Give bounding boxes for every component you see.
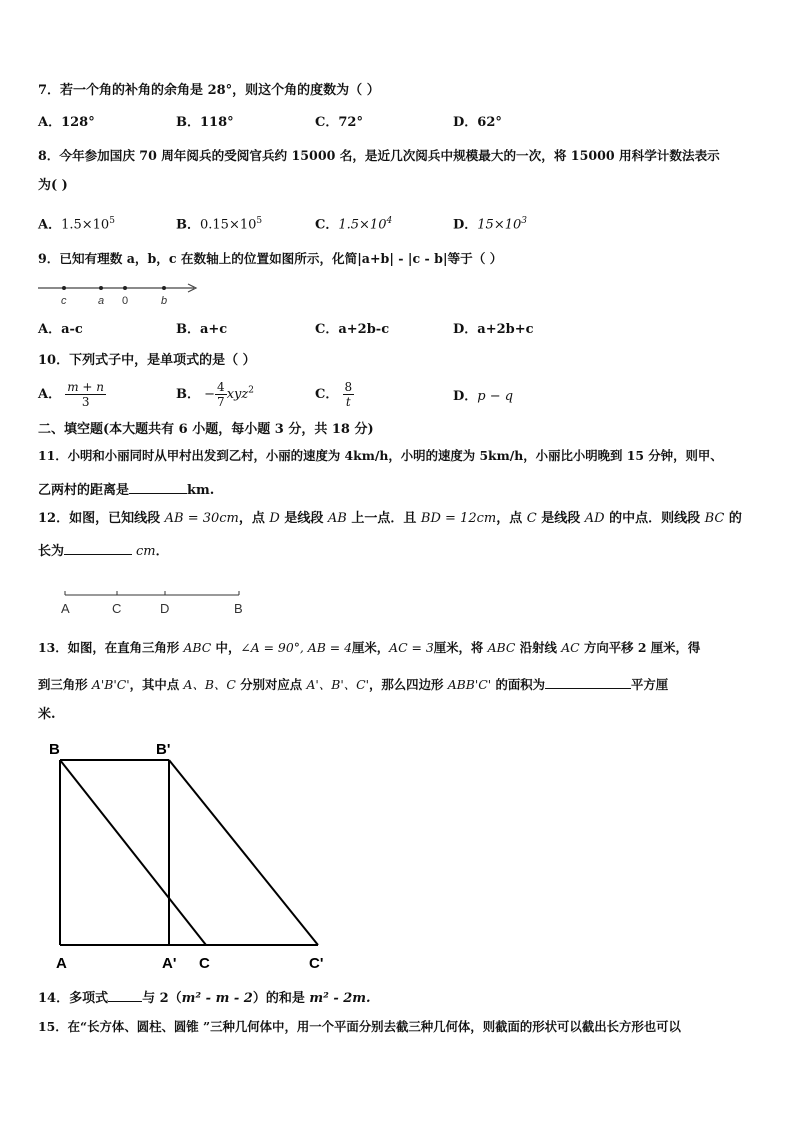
denominator: t xyxy=(345,395,351,409)
q12-segment-figure xyxy=(56,585,256,621)
q12-line1 xyxy=(38,510,742,528)
text: 的 xyxy=(724,511,742,526)
math: A、B、C xyxy=(183,677,236,692)
option-letter: A． xyxy=(38,217,62,233)
math: AB xyxy=(327,511,347,526)
label-c: c xyxy=(61,295,67,307)
q8-option-c xyxy=(315,212,392,234)
label-d: D xyxy=(160,601,170,616)
math: A'、B'、C' xyxy=(306,677,370,692)
option-letter: B． xyxy=(176,217,200,233)
label-c-prime: C' xyxy=(309,955,324,972)
q11-line2 xyxy=(38,479,214,500)
unit: cm xyxy=(136,544,156,559)
math: BC xyxy=(704,511,725,526)
text: 是线段 xyxy=(536,511,585,526)
q9-option-c: C．a+2b-c xyxy=(315,322,390,337)
option-exponent: 2 xyxy=(248,385,254,396)
math: ABC xyxy=(183,640,212,655)
text: 13．如图，在直角三角形 xyxy=(38,640,184,655)
option-value: 1.5×10 xyxy=(61,217,110,233)
label-c: C xyxy=(112,601,122,616)
option-exponent: 5 xyxy=(256,216,263,226)
math: BD = 12cm xyxy=(420,511,497,526)
q13-translation-figure xyxy=(40,735,340,975)
text: 中， xyxy=(211,640,241,655)
text: 分别对应点 xyxy=(235,677,307,692)
text: 平方厘 xyxy=(631,677,669,692)
option-value: 1.5×10 xyxy=(338,217,387,233)
answer-blank[interactable] xyxy=(545,674,631,689)
option-exponent: 5 xyxy=(109,216,115,226)
q11-line2-text: 乙两村的距离是 xyxy=(38,483,130,498)
text: 是线段 xyxy=(279,511,328,526)
q8-option-d xyxy=(453,212,527,234)
label-c: C xyxy=(199,955,210,972)
option-exponent: 4 xyxy=(386,216,393,226)
text: ）的和是 xyxy=(252,991,310,1006)
label-zero: 0 xyxy=(122,295,129,307)
label-b: b xyxy=(161,295,168,307)
text: ，其中点 xyxy=(129,677,184,692)
math: m² - m - 2 xyxy=(181,991,253,1006)
math: C xyxy=(526,511,537,526)
q13-line2 xyxy=(38,674,668,694)
option-letter: D． xyxy=(453,217,478,233)
q7-option-b: B．118° xyxy=(176,115,234,130)
edge-b-prime-c-prime xyxy=(169,760,318,945)
label-a: A xyxy=(61,601,70,616)
option-letter: B． xyxy=(176,387,200,402)
option-letter: C． xyxy=(315,387,339,402)
q7-option-a: A．128° xyxy=(38,115,95,130)
option-value: 15×10 xyxy=(477,217,522,233)
text: 方向平移 2 厘米，得 xyxy=(579,640,701,655)
q9-number-line xyxy=(36,280,206,308)
q7-stem: 7．若一个角的补角的余角是 28°，则这个角的度数为（ ） xyxy=(38,83,380,98)
numerator: m + n xyxy=(67,380,105,394)
math: m² - 2m. xyxy=(309,991,371,1006)
q7-option-c: C．72° xyxy=(315,115,363,130)
q14-line xyxy=(38,987,371,1008)
text: 厘米，将 xyxy=(433,640,488,655)
variable-part: xyz xyxy=(226,387,249,402)
label-b: B xyxy=(49,741,60,758)
q9-option-d: D．a+2b+c xyxy=(453,322,534,337)
q10-option-c xyxy=(315,380,354,409)
math: ABB'C' xyxy=(447,677,492,692)
text: 14．多项式 xyxy=(38,991,109,1006)
label-a-prime: A' xyxy=(162,955,177,972)
denominator: 3 xyxy=(81,395,90,409)
q11-line1: 11．小明和小丽同时从甲村出发到乙村，小丽的速度为 4km/h，小明的速度为 5km/h，小丽比小明晚到 15 分钟，则甲、 xyxy=(38,448,723,463)
text: 的面积为 xyxy=(491,677,546,692)
math: AD xyxy=(584,511,605,526)
text: ，点 xyxy=(496,511,527,526)
point-zero xyxy=(123,286,127,290)
q10-stem: 10．下列式子中，是单项式的是（ ） xyxy=(38,353,256,368)
q10-option-d xyxy=(453,388,513,406)
q8-stem-line1: 8．今年参加国庆 70 周年阅兵的受阅官兵约 15000 名，是近几次阅兵中规模最大的一次，将 15000 用科学计数法表示 xyxy=(38,148,720,163)
label-b-prime: B' xyxy=(156,741,171,758)
edge-bc xyxy=(60,760,206,945)
q8-option-a xyxy=(38,212,115,234)
text: 上一点．且 xyxy=(346,511,421,526)
math: D xyxy=(269,511,280,526)
text: 长为 xyxy=(38,544,65,559)
math: AC = 3 xyxy=(389,640,434,655)
option-exponent: 3 xyxy=(521,216,527,226)
answer-blank[interactable] xyxy=(129,479,187,494)
option-expression: p − q xyxy=(477,389,514,404)
q13-line1 xyxy=(38,639,700,657)
math: AC xyxy=(561,640,580,655)
text: 的中点．则线段 xyxy=(604,511,705,526)
math: A'B'C' xyxy=(91,677,130,692)
q11-unit: km. xyxy=(187,483,215,498)
option-value: 0.15×10 xyxy=(200,217,257,233)
math: ∠A = 90°, AB = 4 xyxy=(240,640,352,655)
section-heading-fill-in: 二、填空题(本大题共有 6 小题，每小题 3 分，共 18 分) xyxy=(38,422,374,437)
point-b xyxy=(162,286,166,290)
minus-sign: − xyxy=(204,387,216,402)
q10-option-a xyxy=(38,380,106,409)
text: 沿射线 xyxy=(515,640,562,655)
point-c xyxy=(62,286,66,290)
label-a: A xyxy=(56,955,67,972)
q8-option-b xyxy=(176,212,262,234)
answer-blank[interactable] xyxy=(108,987,142,1002)
label-a: a xyxy=(98,295,105,307)
text: 与 2（ xyxy=(142,991,182,1006)
math: AB = 30cm xyxy=(164,511,239,526)
option-letter: D． xyxy=(453,389,478,404)
text: 12．如图，已知线段 xyxy=(38,511,165,526)
q10-option-b xyxy=(176,380,254,409)
denominator: 7 xyxy=(217,395,225,409)
text: 厘米， xyxy=(351,640,390,655)
text: ． xyxy=(155,544,169,559)
q15-line1: 15．在“长方体、圆柱、圆锥 ”三种几何体中，用一个平面分别去截三种几何体，则截面的形状可以截出长方形也可以 xyxy=(38,1019,681,1034)
point-a xyxy=(99,286,103,290)
numerator: 8 xyxy=(344,380,353,394)
text: 到三角形 xyxy=(38,677,92,692)
answer-blank[interactable] xyxy=(64,540,132,555)
q9-option-a: A．a-c xyxy=(38,322,83,337)
q12-line2 xyxy=(38,540,169,561)
fraction xyxy=(65,380,106,409)
q9-stem: 9．已知有理数 a，b，c 在数轴上的位置如图所示，化简|a+b| - |c - b|等于（ ） xyxy=(38,251,503,266)
fraction xyxy=(343,380,355,409)
text: ，那么四边形 xyxy=(369,677,448,692)
fraction xyxy=(215,380,227,409)
numerator: 4 xyxy=(217,380,225,394)
q7-option-d: D．62° xyxy=(453,115,502,130)
text: ，点 xyxy=(238,511,270,526)
q8-stem-line2: 为( ) xyxy=(38,178,68,193)
label-b: B xyxy=(234,601,243,616)
option-letter: C． xyxy=(315,217,339,233)
math: ABC xyxy=(487,640,516,655)
q9-option-b: B．a+c xyxy=(176,322,228,337)
option-letter: A． xyxy=(38,387,62,402)
q13-line3: 米. xyxy=(38,707,56,722)
